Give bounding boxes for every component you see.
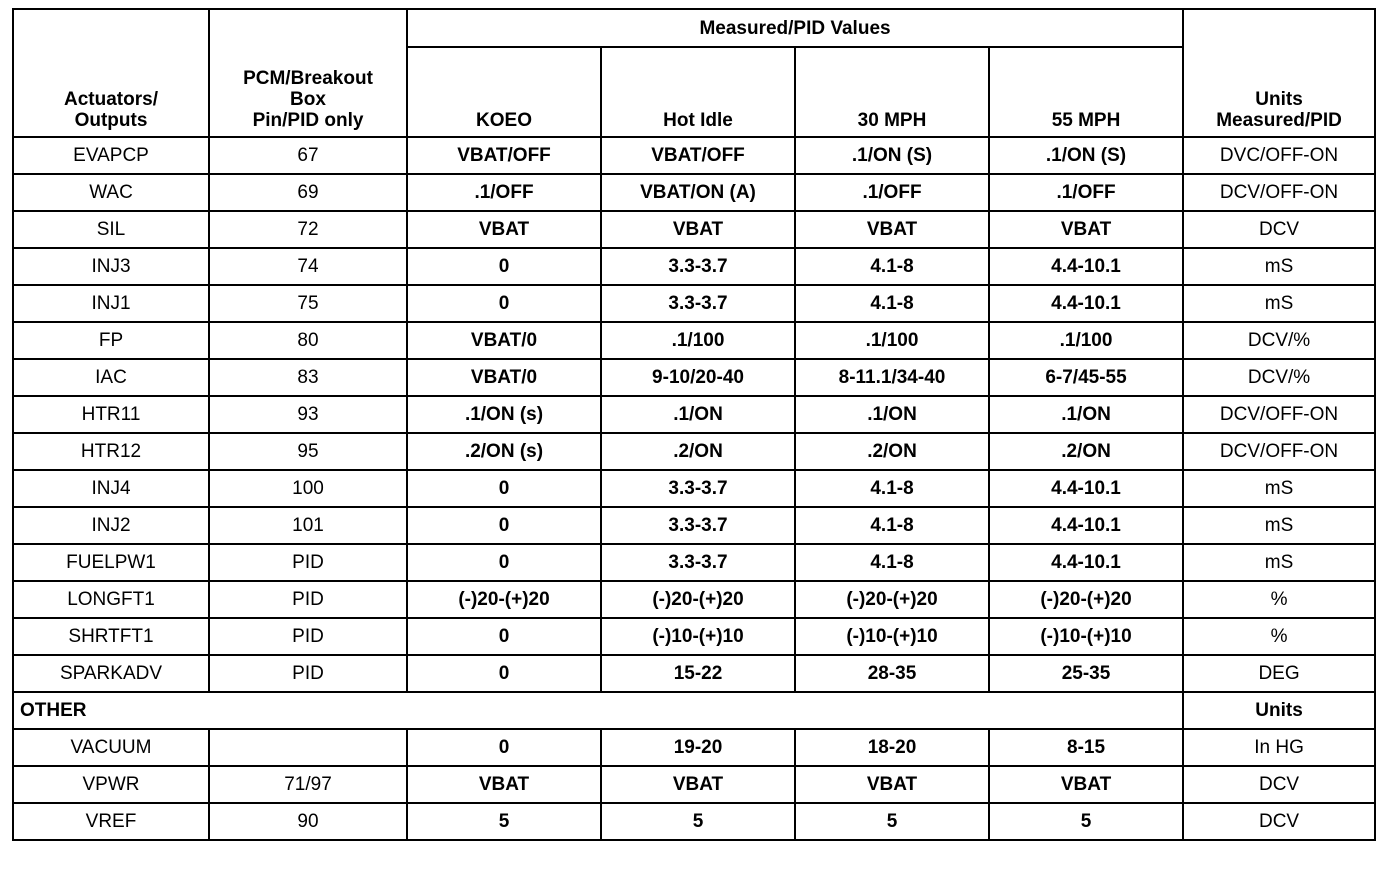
row-55-mph-value: .1/OFF bbox=[989, 174, 1183, 211]
row-30-mph-value: .2/ON bbox=[795, 433, 989, 470]
table-row bbox=[13, 729, 1375, 766]
row-name: SIL bbox=[13, 211, 209, 248]
row-units: mS bbox=[1183, 507, 1375, 544]
row-units: DVC/OFF-ON bbox=[1183, 137, 1375, 174]
row-name: VREF bbox=[13, 803, 209, 840]
row-koeo-value: VBAT/0 bbox=[407, 322, 601, 359]
row-koeo-value: 5 bbox=[407, 803, 601, 840]
table-row bbox=[13, 211, 1375, 248]
row-hot-idle-value: VBAT/OFF bbox=[601, 137, 795, 174]
row-pin: 80 bbox=[209, 322, 407, 359]
row-units: mS bbox=[1183, 470, 1375, 507]
row-name: WAC bbox=[13, 174, 209, 211]
row-55-mph-value: (-)10-(+)10 bbox=[989, 618, 1183, 655]
row-name: INJ1 bbox=[13, 285, 209, 322]
row-pin: 95 bbox=[209, 433, 407, 470]
header-koeo: KOEO bbox=[407, 47, 601, 137]
row-name: FP bbox=[13, 322, 209, 359]
row-koeo-value: VBAT/OFF bbox=[407, 137, 601, 174]
header-hot-idle: Hot Idle bbox=[601, 47, 795, 137]
row-name: FUELPW1 bbox=[13, 544, 209, 581]
table-row bbox=[13, 396, 1375, 433]
row-pin: 83 bbox=[209, 359, 407, 396]
row-units: mS bbox=[1183, 285, 1375, 322]
row-30-mph-value: 8-11.1/34-40 bbox=[795, 359, 989, 396]
row-pin: 69 bbox=[209, 174, 407, 211]
row-units: DCV/% bbox=[1183, 322, 1375, 359]
table-row bbox=[13, 655, 1375, 692]
header-pcm-breakout-box: PCM/Breakout Box Pin/PID only bbox=[209, 9, 407, 137]
row-pin: PID bbox=[209, 581, 407, 618]
row-pin: 75 bbox=[209, 285, 407, 322]
row-name: INJ2 bbox=[13, 507, 209, 544]
row-pin: 90 bbox=[209, 803, 407, 840]
row-name: SPARKADV bbox=[13, 655, 209, 692]
other-units-label: Units bbox=[1183, 692, 1375, 729]
row-koeo-value: 0 bbox=[407, 544, 601, 581]
other-section-label: OTHER bbox=[13, 692, 1183, 729]
table-row bbox=[13, 470, 1375, 507]
row-units: DCV/OFF-ON bbox=[1183, 433, 1375, 470]
row-pin: 74 bbox=[209, 248, 407, 285]
row-hot-idle-value: .2/ON bbox=[601, 433, 795, 470]
row-name: VACUUM bbox=[13, 729, 209, 766]
row-units: DCV/OFF-ON bbox=[1183, 396, 1375, 433]
row-55-mph-value: 4.4-10.1 bbox=[989, 285, 1183, 322]
row-units: mS bbox=[1183, 544, 1375, 581]
row-55-mph-value: VBAT bbox=[989, 766, 1183, 803]
table-row bbox=[13, 507, 1375, 544]
header-55-mph: 55 MPH bbox=[989, 47, 1183, 137]
row-hot-idle-value: 15-22 bbox=[601, 655, 795, 692]
row-30-mph-value: VBAT bbox=[795, 211, 989, 248]
row-30-mph-value: 5 bbox=[795, 803, 989, 840]
row-hot-idle-value: (-)20-(+)20 bbox=[601, 581, 795, 618]
row-units: DEG bbox=[1183, 655, 1375, 692]
table-row bbox=[13, 174, 1375, 211]
other-section-header bbox=[13, 692, 1375, 729]
row-30-mph-value: 4.1-8 bbox=[795, 285, 989, 322]
row-units: % bbox=[1183, 618, 1375, 655]
row-koeo-value: 0 bbox=[407, 729, 601, 766]
row-30-mph-value: .1/OFF bbox=[795, 174, 989, 211]
row-koeo-value: 0 bbox=[407, 655, 601, 692]
row-units: DCV bbox=[1183, 803, 1375, 840]
table-row bbox=[13, 285, 1375, 322]
row-koeo-value: VBAT/0 bbox=[407, 359, 601, 396]
row-30-mph-value: .1/100 bbox=[795, 322, 989, 359]
row-hot-idle-value: 3.3-3.7 bbox=[601, 285, 795, 322]
row-55-mph-value: .2/ON bbox=[989, 433, 1183, 470]
row-name: IAC bbox=[13, 359, 209, 396]
actuators-body bbox=[13, 137, 1375, 692]
row-55-mph-value: 4.4-10.1 bbox=[989, 507, 1183, 544]
table-row bbox=[13, 544, 1375, 581]
row-30-mph-value: 4.1-8 bbox=[795, 507, 989, 544]
row-name: EVAPCP bbox=[13, 137, 209, 174]
row-30-mph-value: 4.1-8 bbox=[795, 470, 989, 507]
row-hot-idle-value: 9-10/20-40 bbox=[601, 359, 795, 396]
row-name: SHRTFT1 bbox=[13, 618, 209, 655]
row-name: VPWR bbox=[13, 766, 209, 803]
row-30-mph-value: 28-35 bbox=[795, 655, 989, 692]
row-55-mph-value: VBAT bbox=[989, 211, 1183, 248]
row-units: DCV/% bbox=[1183, 359, 1375, 396]
table-row bbox=[13, 137, 1375, 174]
row-55-mph-value: 8-15 bbox=[989, 729, 1183, 766]
row-pin: 71/97 bbox=[209, 766, 407, 803]
row-koeo-value: VBAT bbox=[407, 211, 601, 248]
row-name: INJ3 bbox=[13, 248, 209, 285]
table-row bbox=[13, 433, 1375, 470]
row-hot-idle-value: 3.3-3.7 bbox=[601, 507, 795, 544]
row-units: % bbox=[1183, 581, 1375, 618]
row-koeo-value: 0 bbox=[407, 618, 601, 655]
pid-values-table bbox=[12, 8, 1376, 841]
row-name: LONGFT1 bbox=[13, 581, 209, 618]
row-hot-idle-value: .1/100 bbox=[601, 322, 795, 359]
row-30-mph-value: 18-20 bbox=[795, 729, 989, 766]
table-header bbox=[13, 9, 1375, 137]
row-koeo-value: VBAT bbox=[407, 766, 601, 803]
row-koeo-value: .1/OFF bbox=[407, 174, 601, 211]
row-30-mph-value: VBAT bbox=[795, 766, 989, 803]
table-row bbox=[13, 581, 1375, 618]
row-koeo-value: .1/ON (s) bbox=[407, 396, 601, 433]
row-pin: 67 bbox=[209, 137, 407, 174]
row-55-mph-value: .1/100 bbox=[989, 322, 1183, 359]
row-units: DCV/OFF-ON bbox=[1183, 174, 1375, 211]
table-row bbox=[13, 322, 1375, 359]
table-row bbox=[13, 803, 1375, 840]
row-pin: 93 bbox=[209, 396, 407, 433]
row-pin bbox=[209, 729, 407, 766]
row-55-mph-value: .1/ON bbox=[989, 396, 1183, 433]
row-55-mph-value: 4.4-10.1 bbox=[989, 248, 1183, 285]
row-units: mS bbox=[1183, 248, 1375, 285]
row-30-mph-value: .1/ON (S) bbox=[795, 137, 989, 174]
row-hot-idle-value: (-)10-(+)10 bbox=[601, 618, 795, 655]
row-units: DCV bbox=[1183, 211, 1375, 248]
row-name: HTR12 bbox=[13, 433, 209, 470]
row-55-mph-value: .1/ON (S) bbox=[989, 137, 1183, 174]
row-hot-idle-value: 3.3-3.7 bbox=[601, 248, 795, 285]
row-name: INJ4 bbox=[13, 470, 209, 507]
row-55-mph-value: (-)20-(+)20 bbox=[989, 581, 1183, 618]
row-pin: 100 bbox=[209, 470, 407, 507]
row-koeo-value: .2/ON (s) bbox=[407, 433, 601, 470]
row-name: HTR11 bbox=[13, 396, 209, 433]
row-koeo-value: 0 bbox=[407, 507, 601, 544]
row-hot-idle-value: .1/ON bbox=[601, 396, 795, 433]
row-hot-idle-value: 3.3-3.7 bbox=[601, 544, 795, 581]
other-body bbox=[13, 729, 1375, 840]
row-koeo-value: 0 bbox=[407, 248, 601, 285]
header-30-mph: 30 MPH bbox=[795, 47, 989, 137]
row-30-mph-value: (-)20-(+)20 bbox=[795, 581, 989, 618]
row-hot-idle-value: 3.3-3.7 bbox=[601, 470, 795, 507]
header-measured-pid-values: Measured/PID Values bbox=[407, 9, 1183, 47]
row-30-mph-value: .1/ON bbox=[795, 396, 989, 433]
header-actuators-outputs: Actuators/ Outputs bbox=[13, 9, 209, 137]
row-pin: PID bbox=[209, 544, 407, 581]
row-pin: PID bbox=[209, 655, 407, 692]
row-30-mph-value: 4.1-8 bbox=[795, 544, 989, 581]
row-koeo-value: 0 bbox=[407, 470, 601, 507]
row-hot-idle-value: VBAT bbox=[601, 211, 795, 248]
row-pin: 72 bbox=[209, 211, 407, 248]
row-units: In HG bbox=[1183, 729, 1375, 766]
row-koeo-value: (-)20-(+)20 bbox=[407, 581, 601, 618]
table-row bbox=[13, 766, 1375, 803]
row-55-mph-value: 4.4-10.1 bbox=[989, 470, 1183, 507]
row-55-mph-value: 5 bbox=[989, 803, 1183, 840]
pid-values-table-container bbox=[12, 8, 1374, 841]
table-row bbox=[13, 248, 1375, 285]
row-units: DCV bbox=[1183, 766, 1375, 803]
row-hot-idle-value: VBAT/ON (A) bbox=[601, 174, 795, 211]
row-55-mph-value: 25-35 bbox=[989, 655, 1183, 692]
row-55-mph-value: 4.4-10.1 bbox=[989, 544, 1183, 581]
row-hot-idle-value: 19-20 bbox=[601, 729, 795, 766]
row-koeo-value: 0 bbox=[407, 285, 601, 322]
table-row bbox=[13, 359, 1375, 396]
row-hot-idle-value: 5 bbox=[601, 803, 795, 840]
row-pin: 101 bbox=[209, 507, 407, 544]
table-row bbox=[13, 618, 1375, 655]
row-55-mph-value: 6-7/45-55 bbox=[989, 359, 1183, 396]
row-hot-idle-value: VBAT bbox=[601, 766, 795, 803]
header-units-measured-pid: Units Measured/PID bbox=[1183, 9, 1375, 137]
row-pin: PID bbox=[209, 618, 407, 655]
row-30-mph-value: 4.1-8 bbox=[795, 248, 989, 285]
row-30-mph-value: (-)10-(+)10 bbox=[795, 618, 989, 655]
